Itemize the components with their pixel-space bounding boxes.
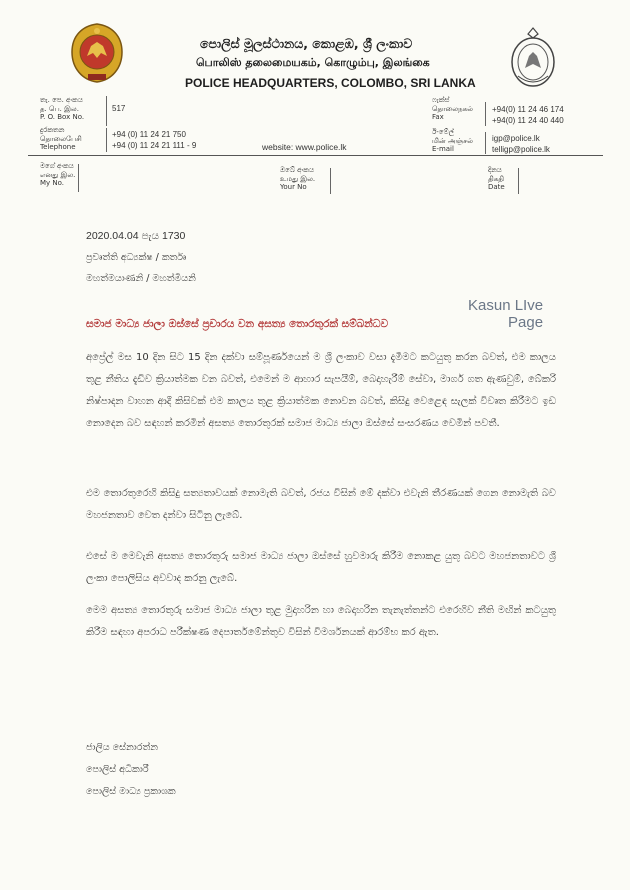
fax-label: ෆැක්ස් தொலைநகல் Fax (432, 96, 473, 121)
my-number-label: මගේ අංකය எனது இல. My No. (40, 162, 76, 187)
date-label: දිනය திகதி Date (488, 166, 505, 191)
police-seal-icon (508, 26, 558, 90)
divider (106, 128, 107, 152)
header-title-tamil: பொலிஸ் தலைமையகம், கொழும்பு, இலங்கை (196, 56, 430, 69)
paragraph-1: අප්‍රේල් මස 10 දින සිට 15 දින දක්වා සම්පූර්ණයෙන් ම ශ්‍රී ලංකාව වසා දැමීමට කටයුතු කරන බවත්, එම කාලය තුළ නීතිය දැඩිව ක්‍රියාත්මක වන බවත්, එමෙන් ම ආහාර සැපයීම්, බෙදාහැරීම් සේවා, මාර්ග ගත ඇණවුම්, බේකරි නිෂ්පාදන වාහන ආදී කිසිවක් එම කාලය තුළ ක්‍රියාත්මක නොවන බවත්, කිසිදු වෙළෙඳ සැලක් විවෘත කිරීමට ඉඩ නොදෙන බව සඳහන් කරමින් අසත්‍ය තොරතුරක් සමාජ මාධ්‍ය ජාලා ඔස්සේ සංසරණය වෙමින් පවතී. (86, 352, 556, 429)
pobox-label: තැ. පෙ. අංකය த. பெ. இல. P. O. Box No. (40, 96, 85, 121)
signatory-rank: පොලිස් අධිකාරී (86, 764, 149, 775)
fax-value-1: +94(0) 11 24 46 174 (492, 105, 564, 114)
recipient-line: ප්‍රවෘත්ති අධ්‍යක්ෂ / කර්තෘ (86, 252, 187, 263)
divider (106, 96, 107, 126)
telephone-value-2: +94 (0) 11 24 21 111 - 9 (112, 141, 197, 150)
telephone-label: දුරකතන தொலைபேசி Telephone (40, 126, 82, 151)
pobox-value: 517 (112, 104, 126, 113)
paragraph-4: මෙම අසත්‍ය තොරතුරු සමාජ මාධ්‍ය ජාලා තුළ මුදාහරින හා බෙදාහරින තැනැත්තන්ට එරෙහිව නීති මඟින් කටයුතු කිරීම සඳහා අපරාධ පරීක්ෂණ දෙපාර්තමේන්තුව විසින් විමර්ශනයක් ආරම්භ කර ඇත. (86, 605, 556, 638)
subject-line: සමාජ මාධ්‍ය ජාලා ඔස්සේ ප්‍රචාරය වන අසත්‍ය තොරතුරක් සම්බන්ධව (86, 318, 389, 330)
divider (78, 164, 79, 192)
divider (485, 102, 486, 126)
telephone-value-1: +94 (0) 11 24 21 750 (112, 130, 186, 139)
divider (485, 132, 486, 154)
email-value-2: telligp@police.lk (492, 145, 550, 154)
watermark: Kasun LIve Page (468, 297, 544, 331)
divider (518, 168, 519, 194)
email-label: ඊ-මේල් மின் அஞ்சல் E-mail (432, 128, 473, 153)
header-title-sinhala: පොලිස් මූලස්ථානය, කොළඹ, ශ්‍රී ලංකාව (200, 36, 413, 51)
letter-date-time: 2020.04.04 පැය 1730 (86, 230, 186, 242)
header-rule (28, 155, 603, 156)
your-number-label: ඔබේ අංකය உமது இல. Your No (280, 166, 316, 191)
divider (330, 168, 331, 194)
signatory-title: පොලිස් මාධ්‍ය ප්‍රකාශක (86, 786, 176, 797)
email-value-1: igp@police.lk (492, 134, 540, 143)
salutation-line: මහත්මයාණනි / මහත්මියනි (86, 273, 196, 284)
fax-value-2: +94(0) 11 24 40 440 (492, 116, 564, 125)
paragraph-2: එම තොරතුරෙහි කිසිදු සත්‍යතාවයක් නොමැති බවත්, රජය විසින් මේ දක්වා එවැනි තීරණයක් ගෙන නොමැති බව මහජනතාව වෙත දන්වා සිටිනු ලැබේ. (86, 488, 556, 521)
header-title-english: POLICE HEADQUARTERS, COLOMBO, SRI LANKA (185, 76, 476, 90)
signatory-name: ජාලිය සේනාරත්න (86, 742, 158, 753)
paragraph-3: එසේ ම මෙවැනි අසත්‍ය තොරතුරු සමාජ මාධ්‍ය ජාලා ඔස්සේ හුවමාරු කිරීම නොකළ යුතු බවට මහජනතාවට ශ්‍රී ලංකා පොලිසිය අවවාද කරනු ලැබේ. (86, 551, 556, 584)
website-text: website: www.police.lk (262, 142, 347, 152)
sri-lanka-emblem-icon (68, 22, 126, 84)
